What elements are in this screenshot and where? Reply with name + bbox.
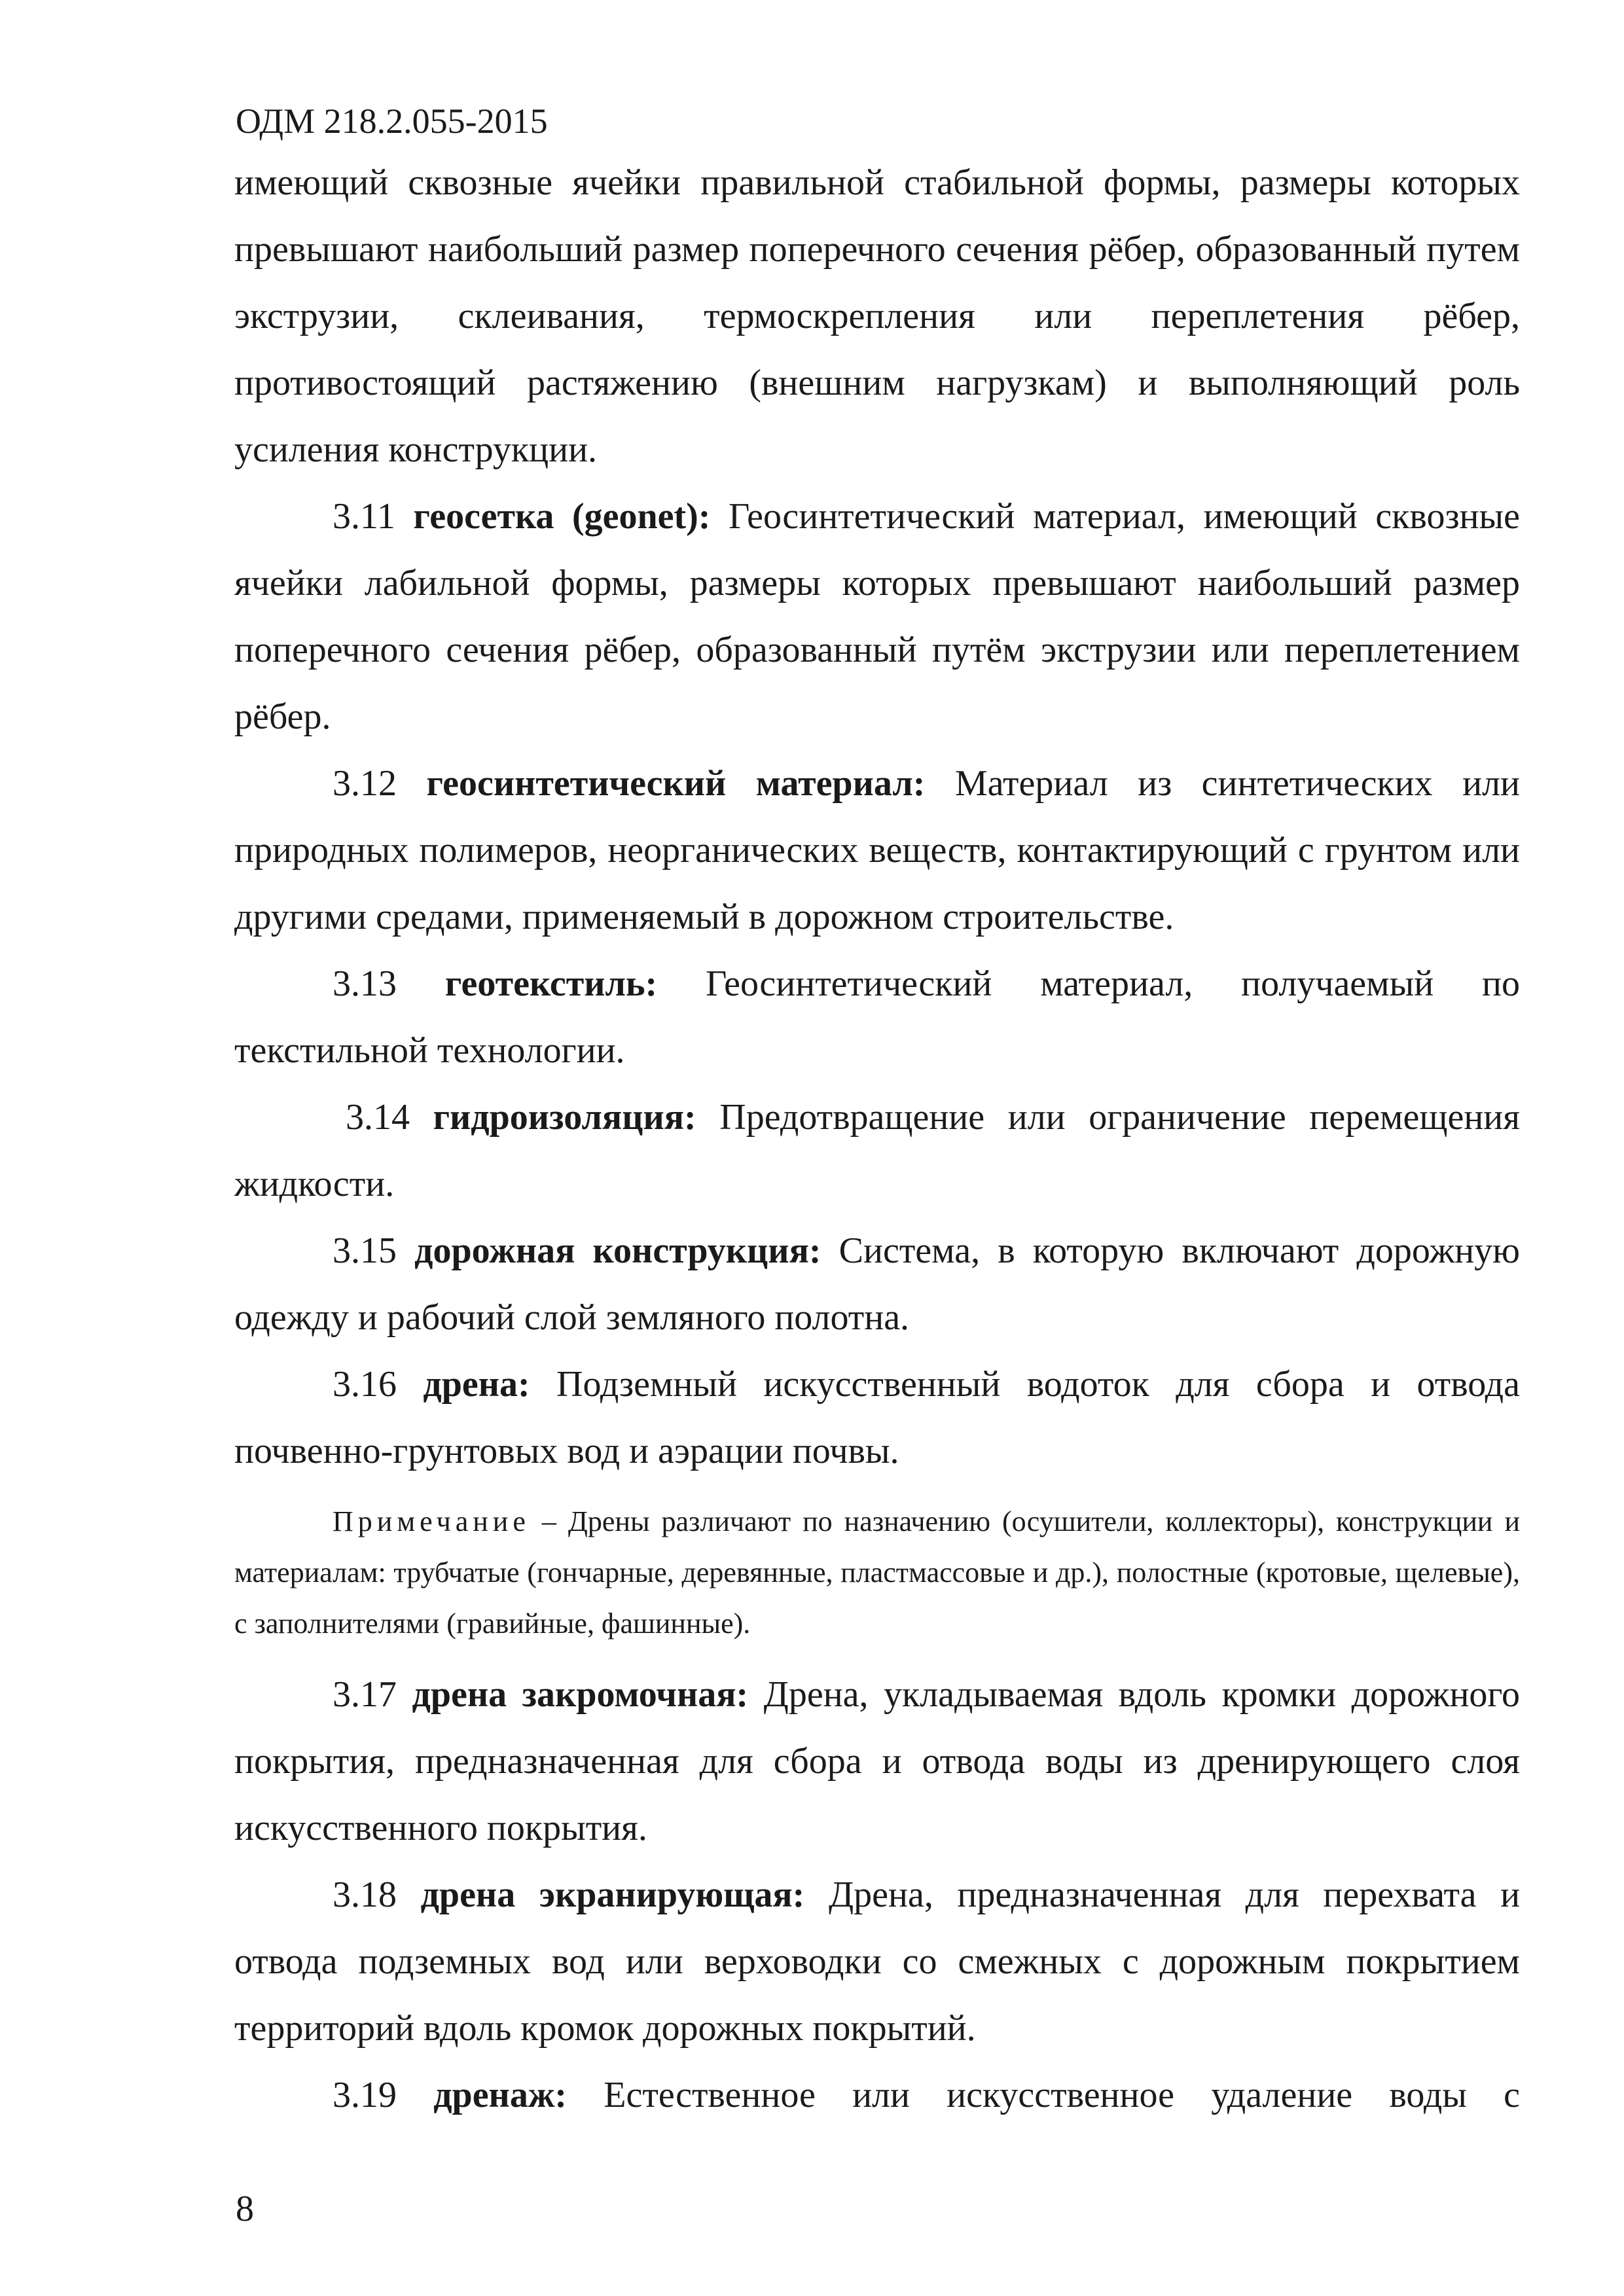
definition-3-14 — [234, 1084, 1520, 1217]
definition-3-11 — [234, 483, 1520, 750]
item-term: дрена закромочная: — [412, 1674, 749, 1715]
definition-3-15 — [234, 1217, 1520, 1351]
item-term: геотекстиль: — [444, 963, 658, 1004]
item-definition: Материал из синтетических или природных полимеров, неорганических веществ, контактирующий с грунтом или другими средами, применяемый в дорожном строительстве. — [234, 763, 1520, 937]
definition-3-13 — [234, 950, 1520, 1084]
item-number: 3.11 — [333, 496, 395, 537]
note-text: Дрены различают по назначению (осушители, коллекторы), конструкции и материалам: трубчатые (гончарные, деревянные, пластмассовые и др.), полостные (кротовые, щелевые), с заполнителями (гравийные, фашинные). — [234, 1505, 1521, 1640]
item-term: дрена экранирующая: — [420, 1874, 805, 1915]
item-number: 3.12 — [333, 763, 397, 804]
item-definition: Естественное или искусственное удаление воды с — [604, 2075, 1521, 2115]
item-definition: Геосинтетический материал, имеющий сквозные ячейки лабильной формы, размеры которых превышают наибольший размер поперечного сечения рёбер, образованный путём экструзии или переплетением рёбер. — [234, 496, 1521, 737]
document-code-header: ОДМ 218.2.055-2015 — [236, 101, 548, 141]
item-definition: Геосинтетический материал, получаемый по текстильной технологии. — [234, 963, 1521, 1071]
page-number: 8 — [236, 2189, 254, 2229]
item-definition: Дрена, укладываемая вдоль кромки дорожного покрытия, предназначенная для сбора и отвода воды из дренирующего слоя искусственного покрытия. — [234, 1674, 1520, 1848]
definition-3-16 — [234, 1351, 1520, 1484]
item-number: 3.13 — [333, 963, 397, 1004]
item-term: гидроизоляция: — [433, 1097, 696, 1138]
item-term: геосетка (geonet): — [413, 496, 711, 537]
note-paragraph — [234, 1496, 1520, 1649]
item-term: дрена: — [423, 1364, 530, 1405]
item-number: 3.17 — [333, 1674, 397, 1715]
item-term: геосинтетический материал: — [426, 763, 926, 804]
item-number: 3.15 — [333, 1230, 397, 1271]
item-definition: Дрена, предназначенная для перехвата и отвода подземных вод или верховодки со смежных с дорожным покрытием территорий вдоль кромок дорожных покрытий. — [234, 1874, 1521, 2049]
definition-3-12 — [234, 750, 1520, 950]
item-definition: Система, в которую включают дорожную одежду и рабочий слой земляного полотна. — [234, 1230, 1521, 1338]
definition-3-18 — [234, 1861, 1520, 2062]
definition-3-19 — [234, 2062, 1520, 2128]
note-label: Примечание — [333, 1505, 530, 1537]
item-term: дренаж: — [433, 2075, 568, 2115]
document-body — [234, 149, 1520, 2128]
item-number: 3.18 — [333, 1874, 397, 1915]
item-number: 3.19 — [333, 2075, 397, 2115]
continuation-paragraph: имеющий сквозные ячейки правильной стабильной формы, размеры которых превышают наибольший размер поперечного сечения рёбер, образованный путем экструзии, склеивания, термоскрепления или переплетения рёбер, противостоящий растяжению (внешним нагрузкам) и выполняющий роль усиления конструкции. — [234, 162, 1520, 470]
item-definition: Подземный искусственный водоток для сбора и отвода почвенно-грунтовых вод и аэрации почвы. — [234, 1364, 1520, 1471]
note-dash: – — [541, 1505, 556, 1537]
item-term: дорожная конструкция: — [414, 1230, 821, 1271]
item-definition: Предотвращение или ограничение перемещения жидкости. — [234, 1097, 1521, 1204]
item-number: 3.16 — [333, 1364, 397, 1405]
definition-3-17 — [234, 1661, 1520, 1861]
item-number: 3.14 — [346, 1097, 410, 1138]
